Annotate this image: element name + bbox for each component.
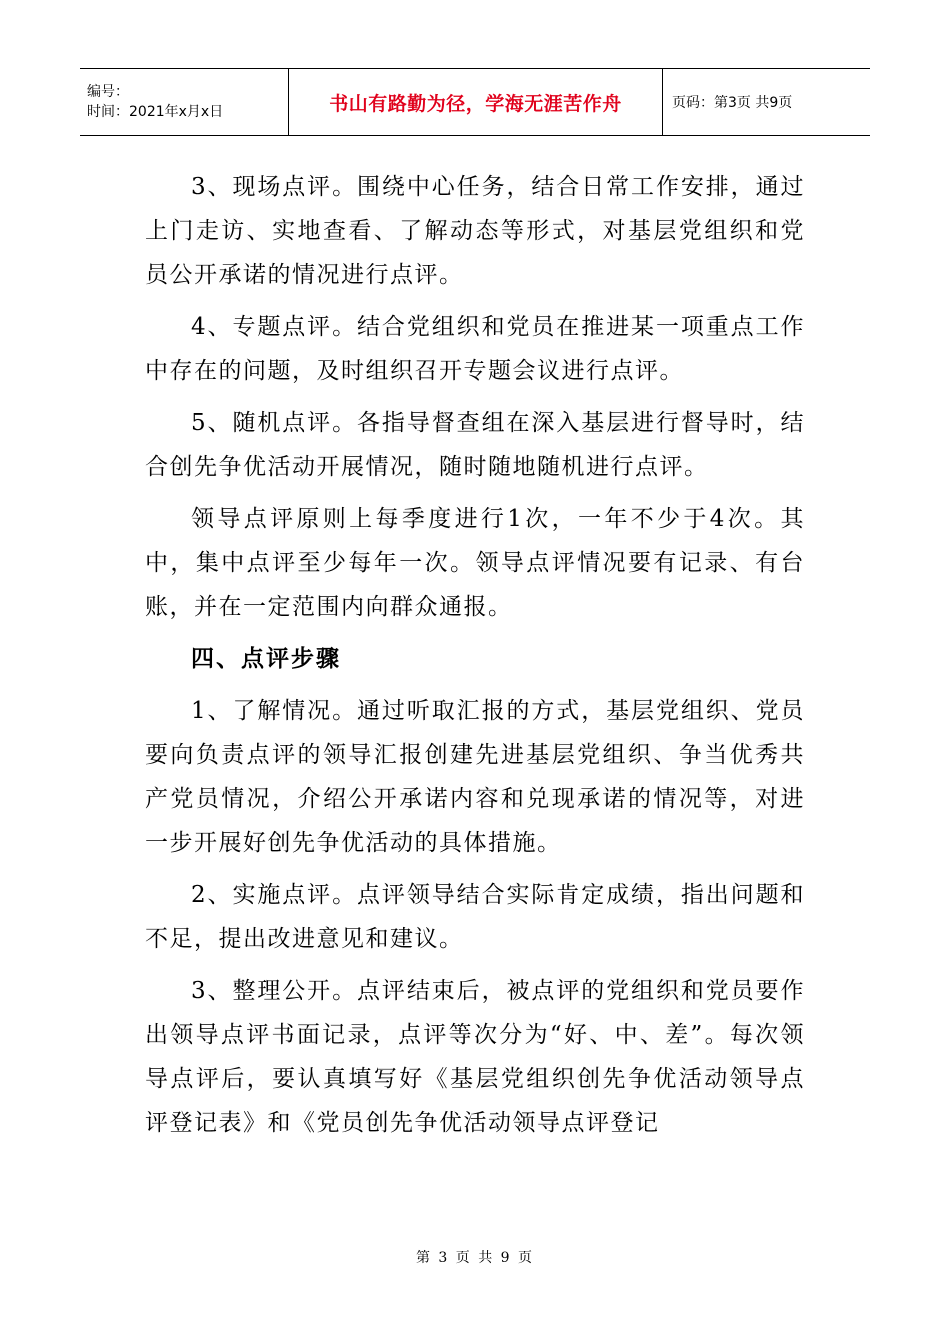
paragraph-topic-review: 4、专题点评。结合党组织和党员在推进某一项重点工作中存在的问题，及时组织召开专题会议进行点评。	[145, 314, 805, 384]
paragraph-on-site-review: 3、现场点评。围绕中心任务，结合日常工作安排，通过上门走访、实地查看、了解动态等形式，对基层党组织和党员公开承诺的情况进行点评。	[145, 174, 805, 288]
section-heading: 四、点评步骤	[191, 646, 341, 672]
paragraph-random-review: 5、随机点评。各指导督查组在深入基层进行督导时，结合创先争优活动开展情况，随时随地随机进行点评。	[145, 410, 805, 480]
paragraph-review-frequency: 领导点评原则上每季度进行1次，一年不少于4次。其中，集中点评至少每年一次。领导点评情况要有记录、有台账，并在一定范围内向群众通报。	[145, 506, 805, 620]
header-info-cell	[80, 69, 289, 136]
header-motto: 书山有路勤为径，学海无涯苦作舟	[289, 69, 663, 136]
number-label: 编号：	[87, 84, 129, 100]
step-organize: 3、整理公开。点评结束后，被点评的党组织和党员要作出领导点评书面记录，点评等次分为“好、中、差”。每次领导点评后，要认真填写好《基层党组织创先争优活动领导点评登记表》和《党员创先争优活动领导点评登记	[145, 978, 805, 1136]
step-implement: 2、实施点评。点评领导结合实际肯定成绩，指出问题和不足，提出改进意见和建议。	[145, 882, 805, 952]
step-understand: 1、了解情况。通过听取汇报的方式，基层党组织、党员要向负责点评的领导汇报创建先进基层党组织、争当优秀共产党员情况，介绍公开承诺内容和兑现承诺的情况等，对进一步开展好创先争优活动的具体措施。	[145, 698, 805, 856]
time-label: 时间：2021年x月x日	[87, 104, 224, 120]
page-footer: 第 3 页 共 9 页	[415, 1250, 535, 1266]
document-header	[80, 68, 870, 136]
header-page-code: 页码：第3页 共9页	[663, 69, 871, 136]
document-body	[145, 165, 805, 1153]
